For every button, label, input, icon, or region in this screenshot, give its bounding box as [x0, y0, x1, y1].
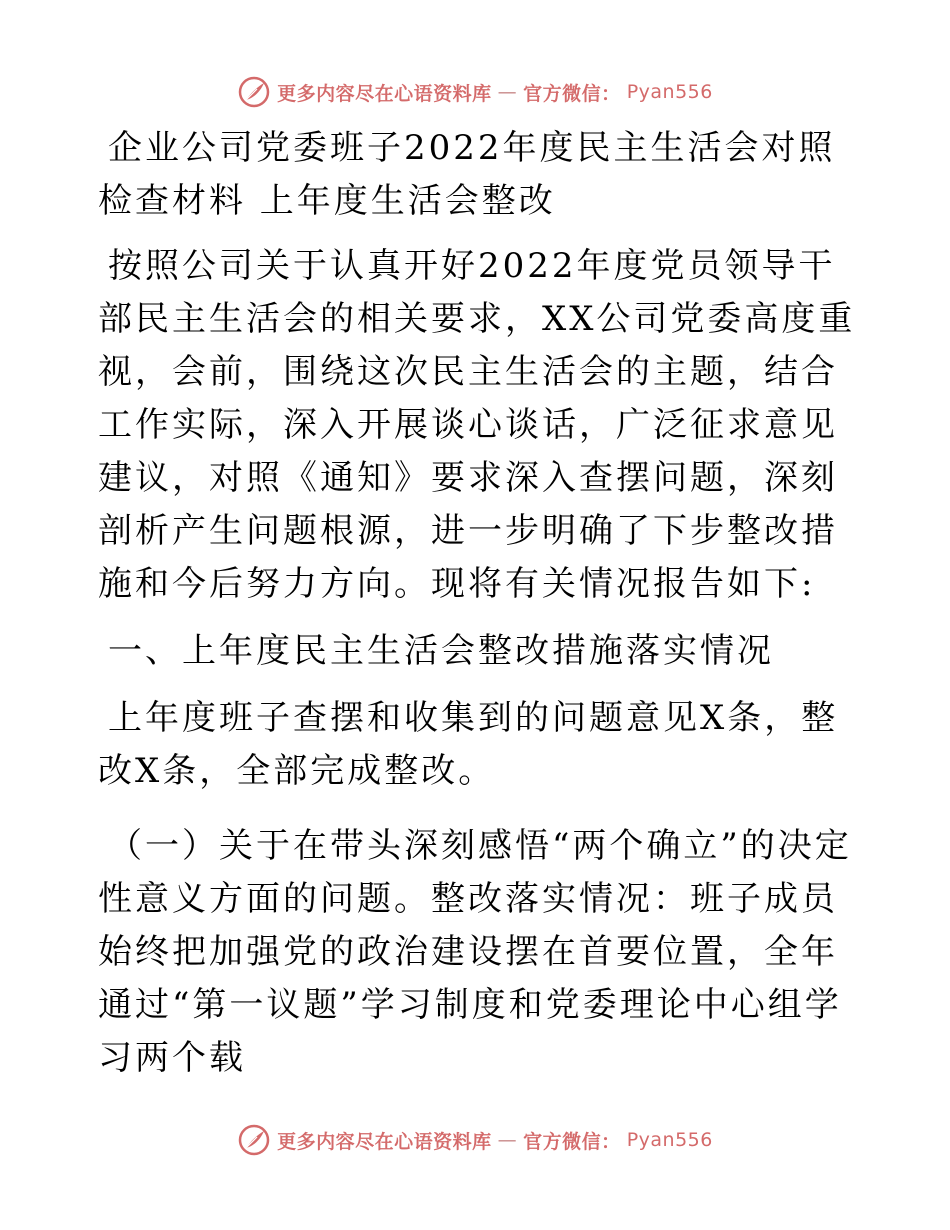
paragraph-intro: 按照公司关于认真开好2022年度党员领导干部民主生活会的相关要求，XX公司党委高度重视，会前，围绕这次民主生活会的主题，结合工作实际，深入开展谈心谈话，广泛征求意见建议，对照《通知》要求深入查摆问题，深刻剖析产生问题根源，进一步明确了下步整改措施和今后努力方向。现将有关情况报告如下: [98, 246, 856, 604]
watermark-header [0, 74, 950, 110]
watermark-channel-text: 官方微信： [523, 1130, 621, 1153]
paragraph-item-one: （一）关于在带头深刻感悟“两个确立”的决定性意义方面的问题。整改落实情况：班子成员始终把加强党的政治建设摆在首要位置，全年通过“第一议题”学习制度和党委理论中心组学习两个载 [98, 826, 852, 1078]
document-title: 企业公司党委班子2022年度民主生活会对照检查材料 上年度生活会整改 [98, 128, 836, 221]
watermark-main-text: 更多内容尽在心语资料库 [277, 82, 492, 105]
section-heading: 一、上年度民主生活会整改措施落实情况 [108, 631, 774, 671]
watermark-wechat-id: Pyan556 [626, 1129, 713, 1151]
feather-pen-logo-icon [237, 75, 271, 109]
watermark-channel-text: 官方微信： [523, 82, 621, 105]
watermark-footer [0, 1122, 950, 1158]
watermark-separator: — [497, 81, 518, 103]
watermark-main-text: 更多内容尽在心语资料库 [277, 1130, 492, 1153]
watermark-wechat-id: Pyan556 [626, 81, 713, 103]
feather-pen-logo-icon [237, 1123, 271, 1157]
paragraph-summary: 上年度班子查摆和收集到的问题意见X条，整改X条，全部完成整改。 [98, 698, 839, 791]
watermark-separator: — [497, 1129, 518, 1151]
document-body [98, 122, 858, 1085]
